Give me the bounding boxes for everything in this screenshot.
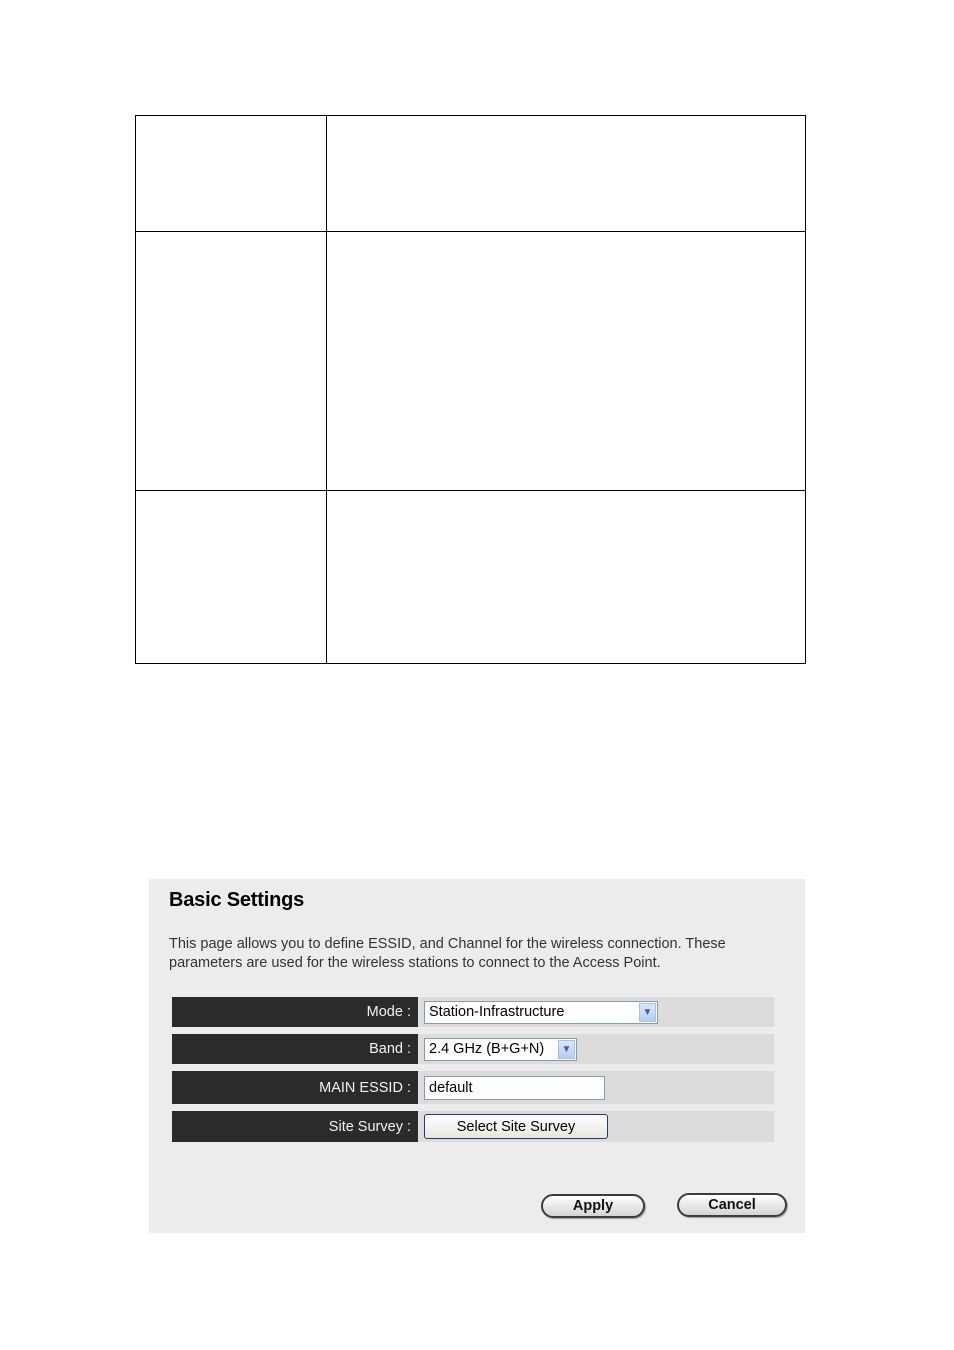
basic-settings-panel <box>149 879 805 1233</box>
table-cell <box>327 232 806 491</box>
chevron-down-icon[interactable]: ▼ <box>558 1040 575 1059</box>
site-survey-row <box>172 1111 774 1142</box>
page-title: Basic Settings <box>169 889 305 911</box>
band-select-value: 2.4 GHz (B+G+N) <box>429 1041 545 1057</box>
table-row <box>136 116 806 232</box>
cancel-button[interactable]: Cancel <box>677 1193 787 1217</box>
document-table <box>135 115 806 664</box>
mode-label: Mode : <box>172 997 418 1027</box>
apply-button[interactable]: Apply <box>541 1194 645 1218</box>
essid-row <box>172 1071 774 1104</box>
select-site-survey-button[interactable]: Select Site Survey <box>424 1114 608 1139</box>
table-cell <box>327 491 806 664</box>
band-label: Band : <box>172 1034 418 1064</box>
table-cell <box>136 116 327 232</box>
band-select[interactable] <box>424 1038 577 1061</box>
band-row <box>172 1034 774 1064</box>
mode-select-value: Station-Infrastructure <box>429 1004 565 1020</box>
essid-label: MAIN ESSID : <box>172 1071 418 1104</box>
mode-row <box>172 997 774 1027</box>
table-row <box>136 491 806 664</box>
essid-input[interactable]: default <box>424 1076 605 1100</box>
mode-select[interactable] <box>424 1001 658 1024</box>
table-cell <box>136 232 327 491</box>
site-survey-label: Site Survey : <box>172 1111 418 1142</box>
table-cell <box>136 491 327 664</box>
page-description: This page allows you to define ESSID, and Channel for the wireless connection. These parameters are used for the wireless stations to connect to the Access Point. <box>169 936 726 971</box>
table-cell <box>327 116 806 232</box>
chevron-down-icon[interactable]: ▼ <box>639 1003 656 1022</box>
table-row <box>136 232 806 491</box>
